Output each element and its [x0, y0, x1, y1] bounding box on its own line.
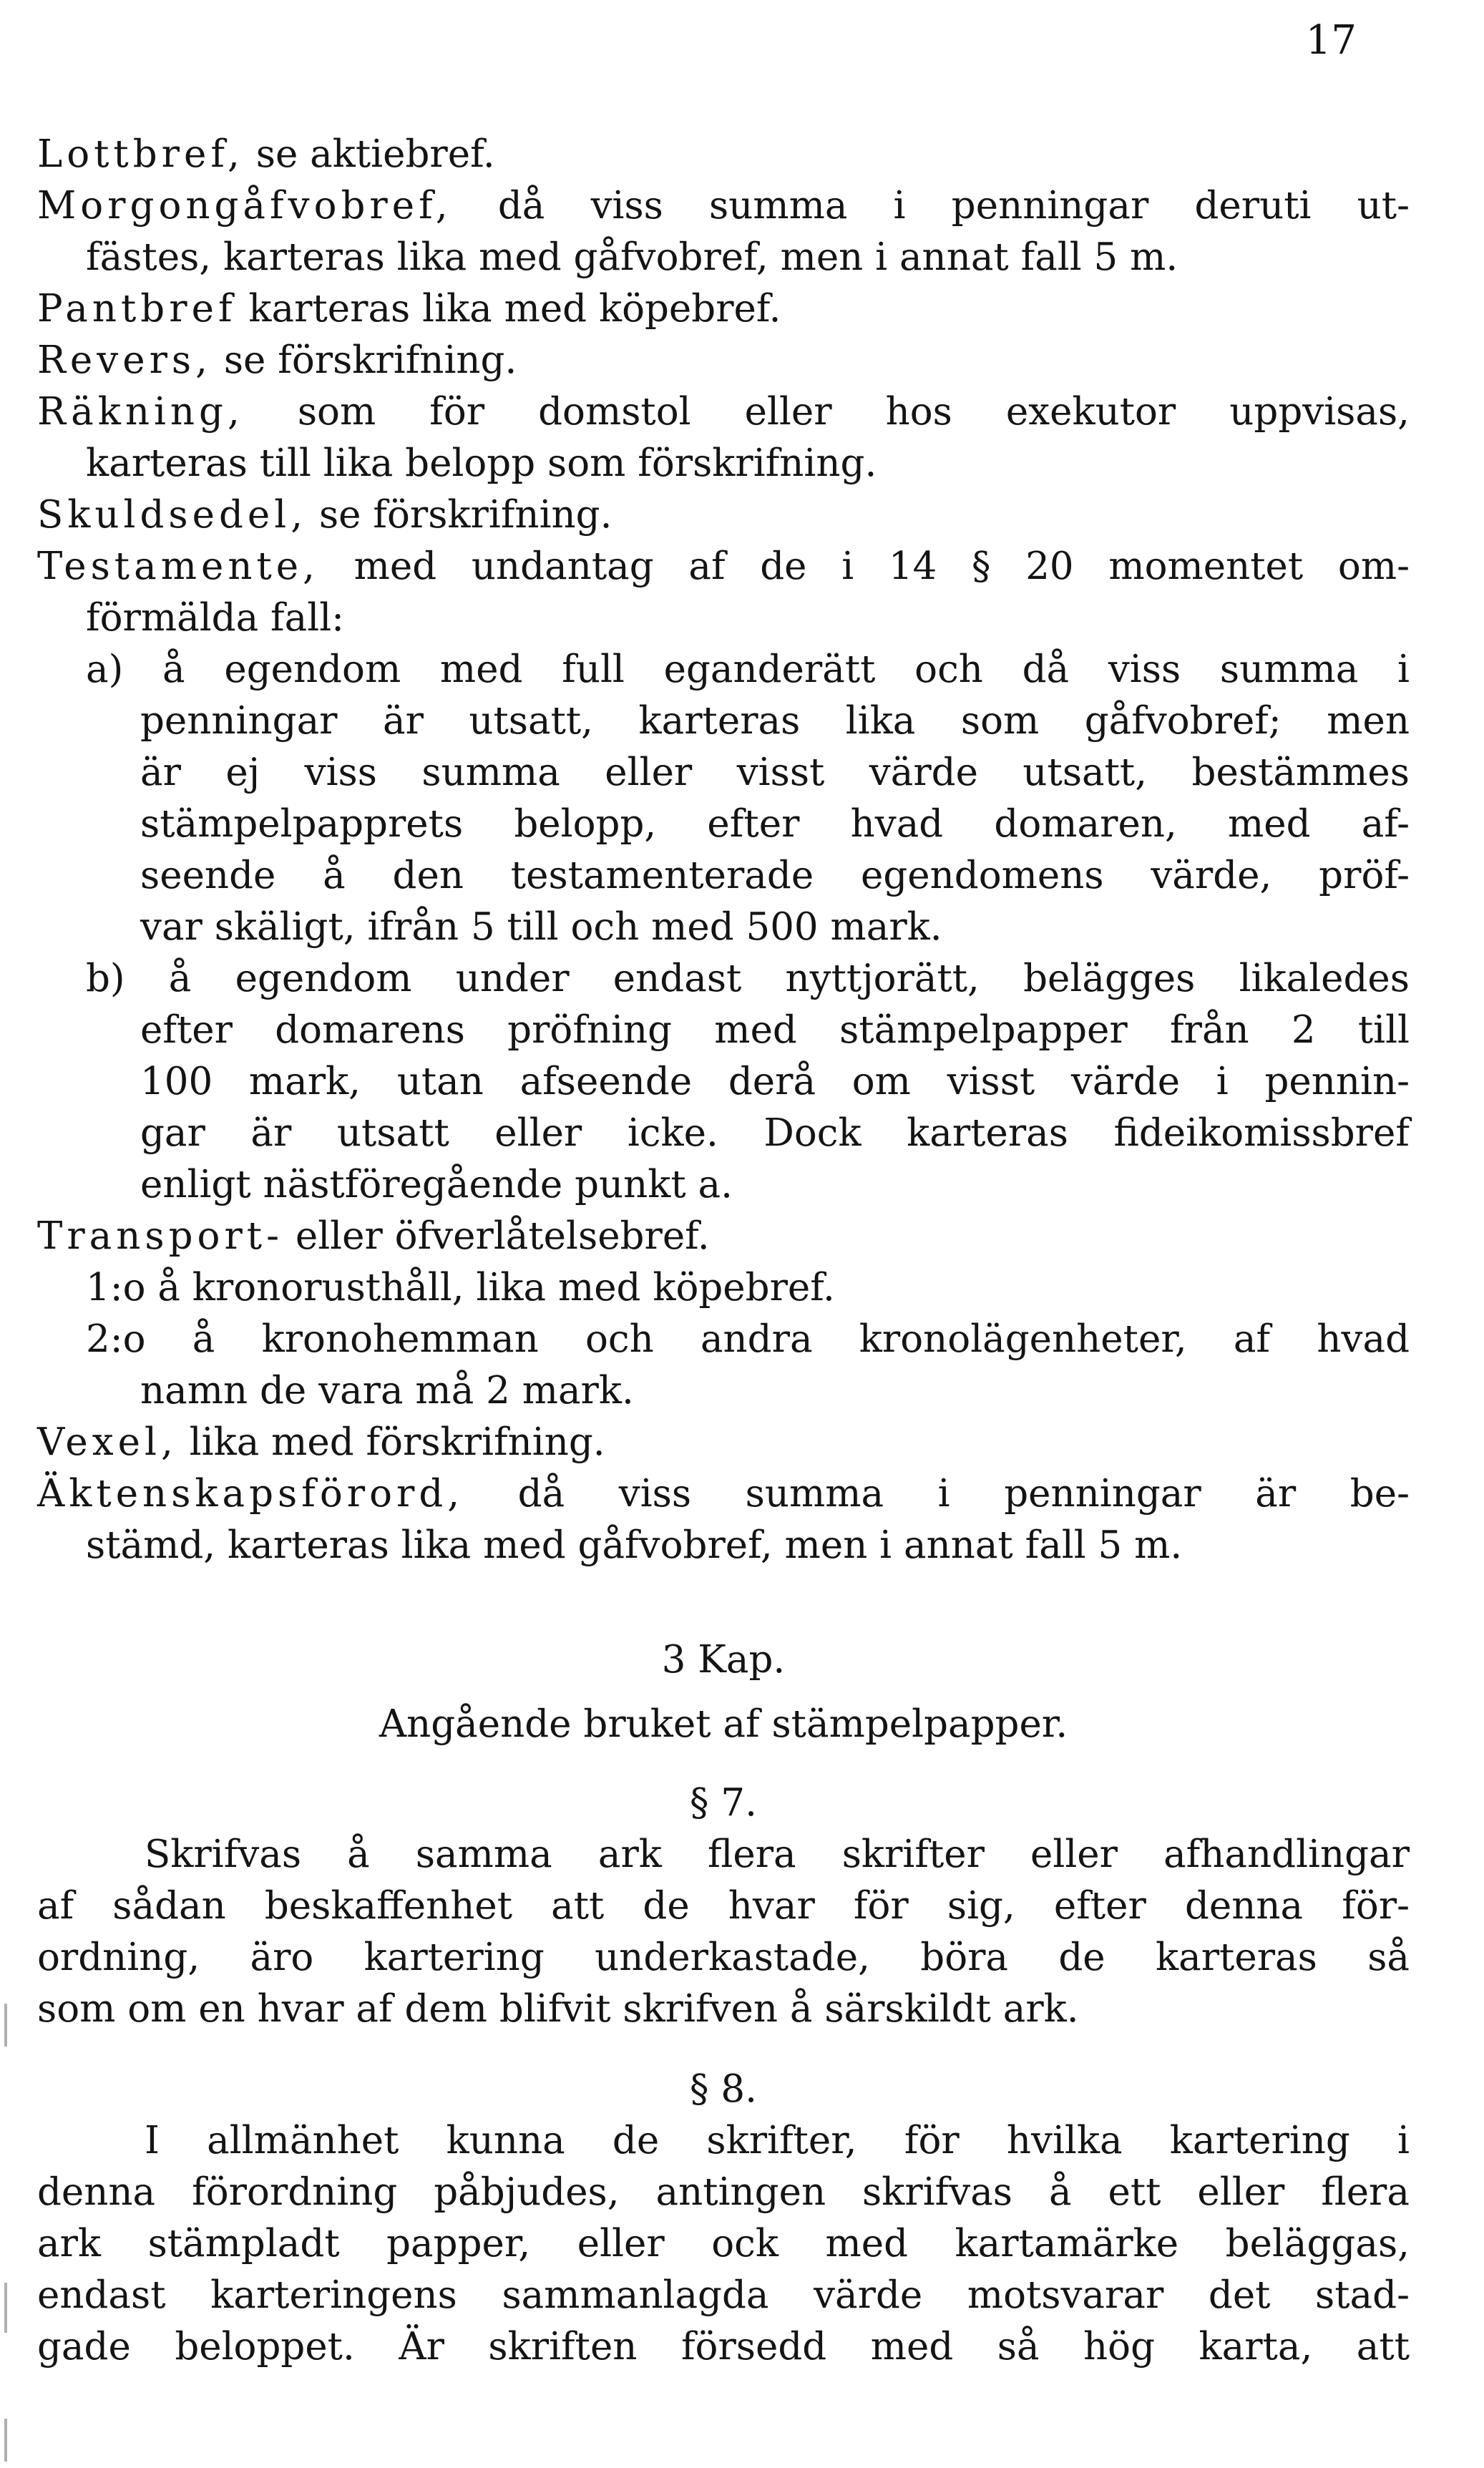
section-7-line: Skrifvas å samma ark flera skrifter eller afhandlingar	[145, 1833, 1410, 1876]
section-8-line: denna förordning påbjudes, antingen skrifvas å ett eller flera	[37, 2170, 1410, 2214]
testamente-item-a-line: var skäligt, ifrån 5 till och med 500 mark.	[140, 905, 942, 949]
entry-term: Pantbref	[37, 287, 237, 331]
section-heading: § 8.	[690, 2067, 757, 2111]
chapter-number: 3 Kap.	[661, 1638, 786, 1682]
entry-text: se förskrifning.	[307, 493, 612, 537]
entry-term: Transport-	[37, 1214, 283, 1258]
entry-lottbref	[37, 129, 1410, 180]
entry-text: se aktiebref.	[243, 132, 495, 176]
entry-text: med undantag af de i 14 § 20 momentet om-	[318, 545, 1410, 588]
entry-revers	[37, 335, 1410, 386]
entry-term: Lottbref,	[37, 132, 244, 176]
entry-morgongafvobref	[37, 180, 1410, 232]
entry-term: Revers,	[37, 338, 212, 382]
entry-term: Testamente,	[37, 545, 319, 588]
testamente-item-b-line: 100 mark, utan afseende derå om visst värde i pennin-	[140, 1060, 1410, 1103]
chapter-title: Angående bruket af stämpelpapper.	[379, 1702, 1068, 1746]
entry-term: Vexel,	[37, 1420, 177, 1464]
scan-margin-mark	[4, 2004, 7, 2047]
entry-text: som för domstol eller hos exekutor uppvisas,	[243, 390, 1410, 434]
entry-vexel	[37, 1417, 1410, 1468]
testamente-item-a: a) å egendom med full eganderätt och då viss summa i	[86, 648, 1410, 691]
entry-text: karteras lika med köpebref.	[236, 287, 781, 331]
entry-continuation: fästes, karteras lika med gåfvobref, men i annat fall 5 m.	[86, 235, 1178, 279]
testamente-item-a-line: stämpelpapprets belopp, efter hvad domaren, med af-	[140, 802, 1410, 846]
section-8-line: I allmänhet kunna de skrifter, för hvilka kartering i	[145, 2119, 1410, 2162]
entry-testamente	[37, 541, 1410, 592]
section-8-line: endast karteringens sammanlagda värde motsvarar det stad-	[37, 2273, 1410, 2317]
testamente-item-a-line: seende å den testamenterade egendomens värde, pröf-	[140, 854, 1410, 897]
entry-continuation: stämd, karteras lika med gåfvobref, men i annat fall 5 m.	[86, 1523, 1183, 1567]
entry-term: Morgongåfvobref,	[37, 184, 452, 228]
testamente-item-a-line: penningar är utsatt, karteras lika som gåfvobref; men	[140, 699, 1410, 743]
entry-term: Äktenskapsförord,	[37, 1472, 464, 1516]
entry-term: Räkning,	[37, 390, 244, 434]
testamente-item-b-line: enligt nästföregående punkt a.	[140, 1163, 733, 1206]
scan-margin-mark	[4, 2283, 7, 2333]
section-7-line: ordning, äro kartering underkastade, böra de karteras så	[37, 1936, 1410, 1979]
section-heading: § 7.	[690, 1781, 757, 1825]
entry-text: då viss summa i penningar deruti ut-	[451, 184, 1410, 228]
transport-item-1: 1:o å kronorusthåll, lika med köpebref.	[86, 1266, 835, 1309]
section-7-line: af sådan beskaffenhet att de hvar för sig, efter denna för-	[37, 1884, 1410, 1928]
section-7-line: som om en hvar af dem blifvit skrifven å särskildt ark.	[37, 1987, 1079, 2031]
entry-text: eller öfverlåtelsebref.	[283, 1214, 710, 1258]
entry-text: se förskrifning.	[211, 338, 517, 382]
page-number: 17	[1305, 17, 1357, 64]
transport-item-2-line: namn de vara må 2 mark.	[140, 1369, 634, 1413]
testamente-item-b-line: efter domarens pröfning med stämpelpapper från 2 till	[140, 1008, 1410, 1052]
entry-text: då viss summa i penningar är be-	[464, 1472, 1410, 1516]
section-8-line: ark stämpladt papper, eller ock med kartamärke beläggas,	[37, 2222, 1410, 2265]
section-8-line: gade beloppet. Är skriften försedd med så hög karta, att	[37, 2325, 1410, 2369]
entry-skuldsedel	[37, 489, 1410, 541]
entry-aktenskapsforord	[37, 1468, 1410, 1520]
entry-continuation: förmälda fall:	[86, 596, 345, 640]
scan-margin-mark	[4, 2419, 7, 2462]
entry-continuation: karteras till lika belopp som förskrifning.	[86, 442, 877, 485]
entry-pantbref	[37, 283, 1410, 335]
testamente-item-b-line: gar är utsatt eller icke. Dock karteras fideikomissbref	[140, 1111, 1410, 1155]
testamente-item-a-line: är ej viss summa eller visst värde utsatt, bestämmes	[140, 751, 1410, 794]
transport-item-2: 2:o å kronohemman och andra kronolägenheter, af hvad	[86, 1317, 1410, 1361]
entry-rakning	[37, 386, 1410, 438]
testamente-item-b: b) å egendom under endast nyttjorätt, belägges likaledes	[86, 957, 1410, 1000]
entry-transport	[37, 1211, 1410, 1262]
entry-text: lika med förskrifning.	[177, 1420, 605, 1464]
entry-term: Skuldsedel,	[37, 493, 308, 537]
